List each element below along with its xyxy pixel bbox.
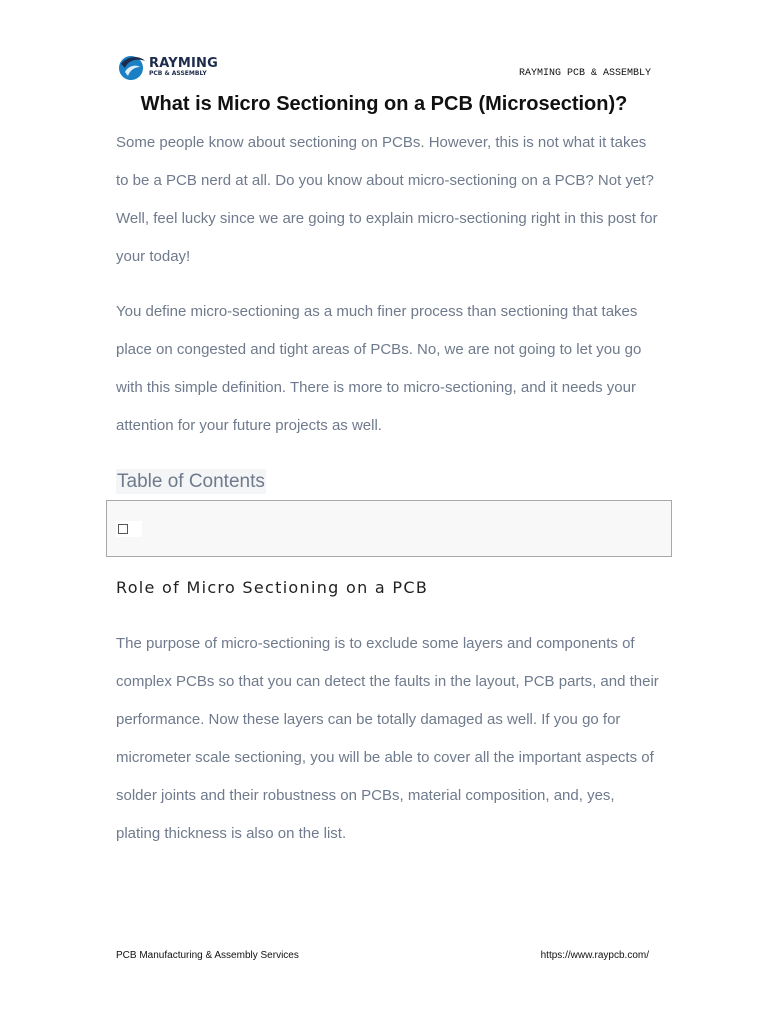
section-heading: Role of Micro Sectioning on a PCB [116, 578, 429, 597]
header-company-name: RAYMING PCB & ASSEMBLY [518, 68, 651, 79]
definition-paragraph: You define micro-sectioning as a much finer process than sectioning that takes place on congested and tight areas of PCBs. No, we are not going to let you go with this simple definition. There is more to micro-sectioning, and it needs your attention for your future projects as well. [116, 303, 642, 434]
toc-toggle[interactable] [116, 521, 142, 537]
section-paragraph: The purpose of micro-sectioning is to exclude some layers and components of complex PCBs so that you can detect the faults in the layout, PCB parts, and their performance. Now these layers can be totally damaged as well. If you go for micrometer scale sectioning, you will be able to cover all the important aspects of solder joints and their robustness on PCBs, material composition, and, yes, plating thickness is also on the list. [116, 635, 659, 842]
intro-paragraph: Some people know about sectioning on PCBs. However, this is not what it takes to be a PCB nerd at all. Do you know about micro-sectioning on a PCB? Not yet? Well, feel lucky since we are going to explain micro-sectioning right in this post for your today! [116, 134, 658, 265]
footer-services-text: PCB Manufacturing & Assembly Services [116, 950, 299, 961]
toc-container [106, 500, 672, 557]
rayming-logo [116, 52, 218, 82]
toc-checkbox-icon[interactable] [118, 524, 128, 534]
footer-url[interactable]: https://www.raypcb.com/ [540, 950, 649, 961]
logo-name: RAYMING [149, 56, 218, 71]
logo-subtitle: PCB & ASSEMBLY [149, 70, 207, 77]
toc-heading: Table of Contents [117, 471, 265, 492]
page-title: What is Micro Sectioning on a PCB (Microsection)? [140, 93, 628, 115]
rayming-logo-icon [116, 52, 146, 82]
